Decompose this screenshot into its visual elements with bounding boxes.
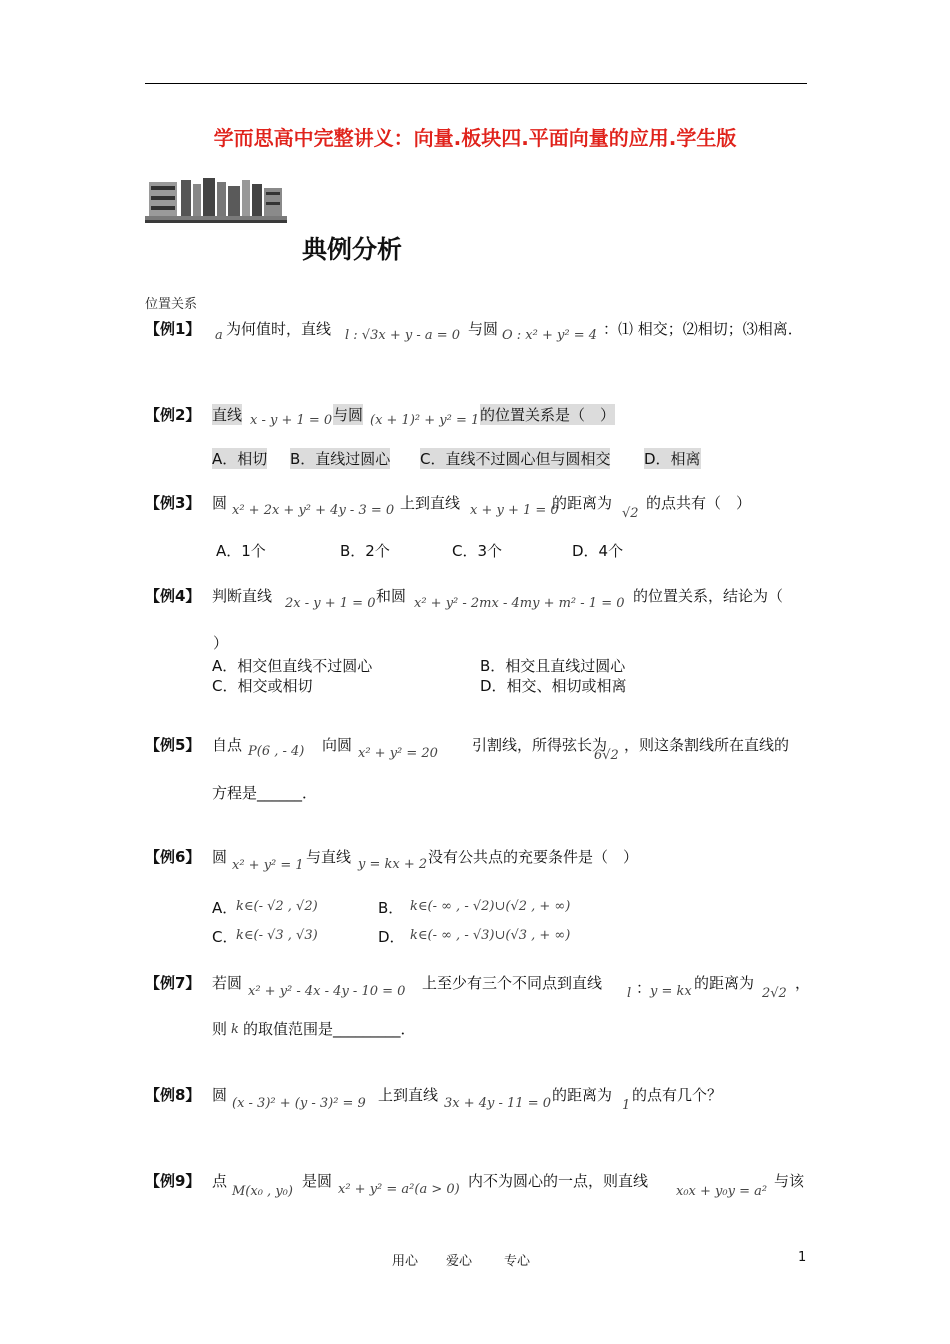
option-a: A．1个 <box>216 542 266 560</box>
subsection-label: 位置关系 <box>145 297 198 312</box>
math-expression: x + y + 1 = 0 <box>470 503 559 518</box>
example-text: 自点 <box>212 736 243 754</box>
example-text: 则 <box>212 1020 228 1038</box>
math-expression: l : √3x + y - a = 0 <box>345 328 461 343</box>
example-text: 的距离为 <box>552 1086 613 1104</box>
example-text: ） <box>213 634 229 652</box>
example-text: 圆 <box>212 1086 228 1104</box>
example-label: 【例6】 <box>145 848 201 866</box>
page-number: 1 <box>798 1250 807 1265</box>
math-expression: x - y + 1 = 0 <box>250 413 333 428</box>
example-text: 与圆 <box>333 406 364 424</box>
example-text: 的位置关系是（ ） <box>480 406 616 424</box>
example-text: 为何值时，直线 <box>226 320 332 338</box>
example-text: 与该 <box>774 1172 805 1190</box>
example-text: 上到直线 <box>400 494 461 512</box>
example-text: 与直线 <box>306 848 352 866</box>
math-expression: x² + y² = a²(a > 0) <box>338 1182 460 1197</box>
math-expression: M(x₀ , y₀) <box>232 1184 293 1199</box>
option-d: D．4个 <box>572 542 624 560</box>
example-label: 【例4】 <box>145 587 201 605</box>
example-label: 【例3】 <box>145 494 201 512</box>
math-expression: x₀x + y₀y = a² <box>676 1184 768 1199</box>
example-text: 若圆 <box>212 974 243 992</box>
math-expression: x² + y² - 2mx - 4my + m² - 1 = 0 <box>414 596 625 611</box>
example-text: 的距离为 <box>552 494 613 512</box>
option-a: A．相切 <box>212 450 268 468</box>
header-rule <box>145 83 807 84</box>
example-text: 圆 <box>212 494 228 512</box>
example-text: 和圆 <box>376 587 407 605</box>
example-text: 的取值范围是_________． <box>243 1020 416 1038</box>
math-expression: k∈(- ∞ , - √2)∪(√2 , + ∞) <box>410 899 571 914</box>
example-text: ，则这条割线所在直线的 <box>624 736 790 754</box>
example-text: 的位置关系，结论为（ <box>633 587 784 605</box>
example-text: ： <box>636 979 652 997</box>
example-label: 【例9】 <box>145 1172 201 1190</box>
footer-word: 用心 <box>392 1254 419 1269</box>
math-expression: 6√2 <box>594 748 619 763</box>
example-text: 判断直线 <box>212 587 273 605</box>
example-text: 与圆 <box>468 320 499 338</box>
example-text: 内不为圆心的一点，则直线 <box>468 1172 649 1190</box>
option-d: D．相交、相切或相离 <box>480 677 627 695</box>
math-expression: y = kx + 2 <box>358 857 428 872</box>
example-label: 【例8】 <box>145 1086 201 1104</box>
example-text: 的点共有（ ） <box>646 494 752 512</box>
option-c: C．3个 <box>452 542 503 560</box>
option-b: B．2个 <box>340 542 390 560</box>
option-d: D．相离 <box>644 450 701 468</box>
math-expression: 3x + 4y - 11 = 0 <box>444 1096 552 1111</box>
math-expression: O : x² + y² = 4 <box>502 328 597 343</box>
math-expression: √2 <box>622 506 639 521</box>
math-expression: x² + y² = 20 <box>358 746 438 761</box>
example-label: 【例7】 <box>145 974 201 992</box>
example-text: 直线 <box>212 406 243 424</box>
math-expression: x² + 2x + y² + 4y - 3 = 0 <box>232 503 395 518</box>
math-expression: 1 <box>622 1098 631 1113</box>
math-expression: (x - 3)² + (y - 3)² = 9 <box>232 1096 366 1111</box>
example-text: 向圆 <box>322 736 353 754</box>
example-text: ， <box>795 974 811 992</box>
math-expression: k <box>231 1022 239 1037</box>
example-text: 的点有几个？ <box>632 1086 723 1104</box>
option-b: B．相交且直线过圆心 <box>480 657 626 675</box>
option-c: C．相交或相切 <box>212 677 313 695</box>
math-expression: y = kx <box>650 984 692 999</box>
example-label: 【例5】 <box>145 736 201 754</box>
math-expression: P(6 , - 4) <box>248 744 305 759</box>
example-text: 上至少有三个不同点到直线 <box>422 974 603 992</box>
math-expression: k∈(- √2 , √2) <box>236 899 318 914</box>
math-expression: 2x - y + 1 = 0 <box>285 596 376 611</box>
example-label: 【例2】 <box>145 406 201 424</box>
option-d: D． <box>378 928 405 946</box>
example-text: ：⑴ 相交；⑵相切；⑶相离． <box>603 320 803 338</box>
example-text: 没有公共点的充要条件是（ ） <box>428 848 639 866</box>
option-c: C．直线不过圆心但与圆相交 <box>420 450 611 468</box>
example-label: 【例1】 <box>145 320 201 338</box>
example-text: 是圆 <box>302 1172 333 1190</box>
example-text: 点 <box>212 1172 228 1190</box>
books-decoration-icon <box>145 176 287 224</box>
example-text: 方程是______． <box>212 784 318 802</box>
math-expression: (x + 1)² + y² = 1 <box>370 413 480 428</box>
option-a: A．相交但直线不过圆心 <box>212 657 373 675</box>
option-b: B．直线过圆心 <box>290 450 391 468</box>
option-b: B． <box>378 899 404 917</box>
math-expression: l <box>627 986 632 1001</box>
option-c: C． <box>212 928 238 946</box>
footer-word: 专心 <box>504 1254 531 1269</box>
math-expression: k∈(- ∞ , - √3)∪(√3 , + ∞) <box>410 928 571 943</box>
math-expression: a <box>215 328 223 343</box>
example-text: 圆 <box>212 848 228 866</box>
footer-word: 爱心 <box>446 1254 473 1269</box>
math-expression: k∈(- √3 , √3) <box>236 928 318 943</box>
document-title: 学而思高中完整讲义：向量.板块四.平面向量的应用.学生版 <box>213 126 737 150</box>
math-expression: x² + y² = 1 <box>232 858 304 873</box>
option-a: A． <box>212 899 238 917</box>
example-text: 的距离为 <box>694 974 755 992</box>
example-text: 引割线，所得弦长为 <box>472 736 608 754</box>
section-title: 典例分析 <box>302 235 403 264</box>
math-expression: 2√2 <box>762 986 787 1001</box>
example-text: 上到直线 <box>378 1086 439 1104</box>
math-expression: x² + y² - 4x - 4y - 10 = 0 <box>248 984 406 999</box>
